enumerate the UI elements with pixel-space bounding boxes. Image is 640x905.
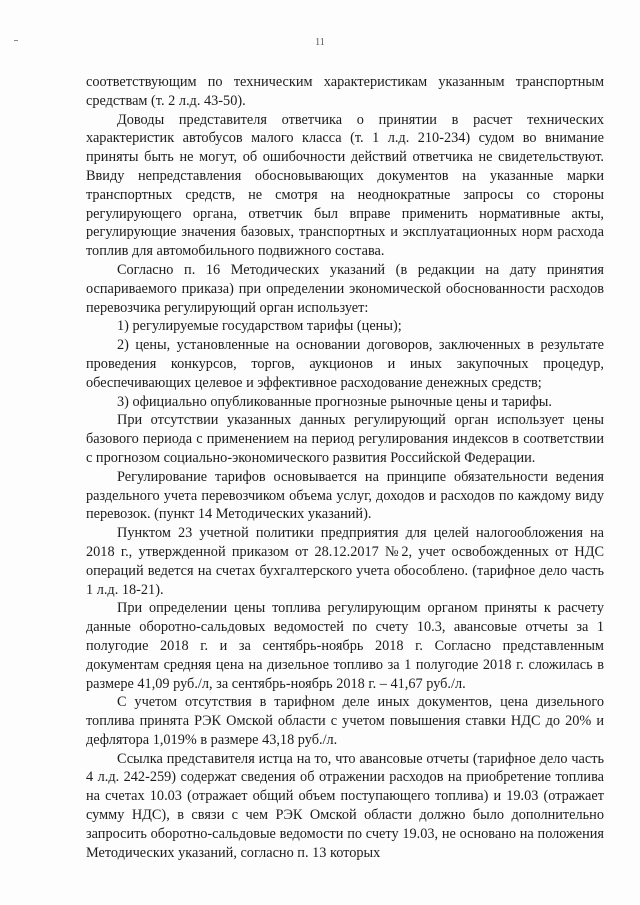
paragraph: При определении цены топлива регулирующим органом приняты к расчету данные оборотно-сальдовых ведомостей по счету 10.3, авансовые отчеты за 1 полугодие 2018 г. и за сентябрь-ноябрь 2018 г. Согласно представленным документам средняя цена на дизельное топливо за 1 полугодие 2018 г. сложилась в размере 41,09 руб./л, за сентябрь-ноябрь 2018 г. – 41,67 руб./л.: [86, 600, 604, 692]
paragraph: Регулирование тарифов основывается на принципе обязательности ведения раздельного учета перевозчиком объема услуг, доходов и расходов по каждому виду перевозок. (пункт 14 Методических указаний).: [86, 468, 604, 523]
document-body: [86, 73, 604, 862]
paragraph: При отсутствии указанных данных регулирующий орган использует цены базового периода с применением на период регулирования индексов в соответствии с прогнозом социально-экономического развития Российской Федерации.: [86, 412, 604, 466]
paragraph: Ссылка представителя истца на то, что авансовые отчеты (тарифное дело часть 4 л.д. 242-259) содержат сведения об отражении расходов на приобретение топлива на счетах 10.03 (отражает общий объем поступающего топлива) и 19.03 (отражает сумму НДС), в связи с чем РЭК Омской области должно было дополнительно запросить оборотно-сальдовые ведомости по счету 19.03, не основано на положения Методических указаний, согласно п. 13 которых: [86, 750, 604, 861]
list-item: 2) цены, установленные на основании договоров, заключенных в результате проведения конкурсов, торгов, аукционов и иных закупочных процедур, обеспечивающих целевое и эффективное расходование денежных средств;: [86, 337, 604, 391]
paragraph: Пунктом 23 учетной политики предприятия для целей налогообложения на 2018 г., утвержденной приказом от 28.12.2017 №2, учет освобожденных от НДС операций ведется на счетах бухгалтерского учета обособлено. (тарифное дело часть 1 л.д. 18-21).: [86, 525, 604, 598]
paragraph: Согласно п. 16 Методических указаний (в редакции на дату принятия оспариваемого приказа) при определении экономической обоснованности расходов перевозчика регулирующий орган использует:: [86, 261, 604, 316]
paragraph: С учетом отсутствия в тарифном деле иных документов, цена дизельного топлива принята РЭК Омской области с учетом повышения ставки НДС до 20% и дефлятора 1,019% в размере 43,18 руб./л.: [86, 694, 604, 748]
page-number: 11: [315, 37, 325, 48]
paragraph-continuation: соответствующим по техническим характеристикам указанным транспортным средствам (т. 2 л.д. 43-50).: [86, 74, 604, 109]
paragraph: Доводы представителя ответчика о принятии в расчет технических характеристик автобусов малого класса (т. 1 л.д. 210-234) судом во внимание приняты быть не могут, об ошибочности действий ответчика не свидетельствуют. Ввиду непредставления обосновывающих документов на указанные марки транспортных средств, не смотря на неоднократные запросы со стороны регулирующего органа, ответчик был вправе применить нормативные акты, регулирующие значения базовых, транспортных и эксплуатационных норм расхода топлив для автомобильного подвижного состава.: [86, 111, 604, 260]
list-item: 3) официально опубликованные прогнозные рыночные цены и тарифы.: [117, 393, 552, 410]
list-item: 1) регулируемые государством тарифы (цены);: [117, 318, 402, 335]
